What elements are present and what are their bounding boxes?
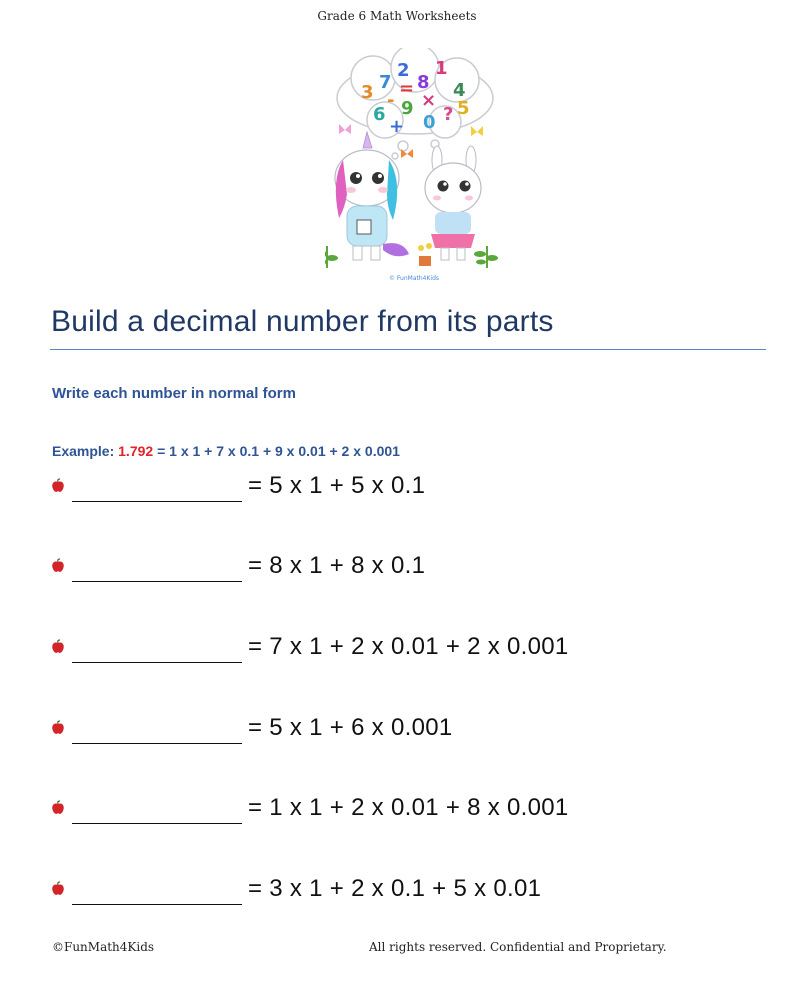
- plant-icon: [325, 246, 338, 268]
- thought-cloud: [337, 48, 493, 159]
- problem-row: [50, 627, 569, 667]
- answer-input[interactable]: [72, 713, 242, 744]
- problem-row: [50, 788, 569, 828]
- flower-pot-icon: [418, 243, 432, 266]
- cloud-symbol: ×: [421, 90, 437, 111]
- cloud-digit: 5: [457, 98, 470, 119]
- problem-expression: = 8 x 1 + 8 x 0.1: [248, 552, 426, 579]
- problem-row: [50, 708, 453, 748]
- instructions: Write each number in normal form: [52, 385, 296, 402]
- example-label: Example:: [52, 443, 115, 459]
- problem-expression: = 5 x 1 + 5 x 0.1: [248, 472, 426, 499]
- problem-expression: = 1 x 1 + 2 x 0.01 + 8 x 0.001: [248, 794, 569, 821]
- problem-row: [50, 466, 425, 506]
- cloud-digit: 9: [401, 98, 414, 119]
- example-number: 1.792: [118, 443, 154, 459]
- problem-expression: = 3 x 1 + 2 x 0.1 + 5 x 0.01: [248, 875, 542, 902]
- footer-copyright: ©FunMath4Kids: [52, 940, 155, 954]
- footer-rights: All rights reserved. Confidential and Proprietary.: [369, 940, 667, 954]
- cloud-digit: 2: [397, 60, 410, 81]
- illustration-credit: © FunMath4Kids: [389, 275, 439, 282]
- cloud-digit: 3: [361, 82, 374, 103]
- unicorn-character: [335, 132, 409, 260]
- example-expansion: = 1 x 1 + 7 x 0.1 + 9 x 0.01 + 2 x 0.001: [153, 443, 400, 459]
- cloud-digit: 4: [453, 80, 466, 101]
- worksheet-header: Grade 6 Math Worksheets: [317, 9, 477, 23]
- answer-input[interactable]: [72, 874, 242, 905]
- cloud-digit: 8: [417, 72, 430, 93]
- worksheet-title: Build a decimal number from its parts: [51, 305, 554, 338]
- problem-row: [50, 546, 425, 586]
- answer-input[interactable]: [72, 632, 242, 663]
- cloud-symbol: -: [387, 90, 395, 111]
- cloud-digit: 7: [379, 72, 392, 93]
- apple-bullet-icon: [50, 800, 66, 816]
- apple-bullet-icon: [50, 881, 66, 897]
- title-divider: [50, 349, 766, 350]
- problem-row: [50, 869, 541, 909]
- butterfly-icon: [471, 126, 483, 136]
- apple-bullet-icon: [50, 639, 66, 655]
- cloud-symbol: +: [389, 116, 405, 137]
- apple-bullet-icon: [50, 478, 66, 494]
- plant-icon: [474, 246, 498, 268]
- answer-input[interactable]: [72, 793, 242, 824]
- problem-expression: = 5 x 1 + 6 x 0.001: [248, 714, 453, 741]
- example-line: [52, 443, 400, 459]
- cloud-digit: 1: [435, 58, 448, 79]
- problem-expression: = 7 x 1 + 2 x 0.01 + 2 x 0.001: [248, 633, 569, 660]
- answer-input[interactable]: [72, 551, 242, 582]
- cloud-digit: ?: [443, 104, 454, 125]
- butterfly-icon: [339, 124, 351, 134]
- cloud-digit: 6: [373, 104, 386, 125]
- apple-bullet-icon: [50, 558, 66, 574]
- bunny-character: [425, 146, 481, 260]
- answer-input[interactable]: [72, 471, 242, 502]
- illustration-unicorn-bunny-math-cloud: [325, 48, 505, 284]
- cloud-symbol: =: [399, 78, 415, 99]
- apple-bullet-icon: [50, 720, 66, 736]
- cloud-digit: 0: [423, 112, 436, 133]
